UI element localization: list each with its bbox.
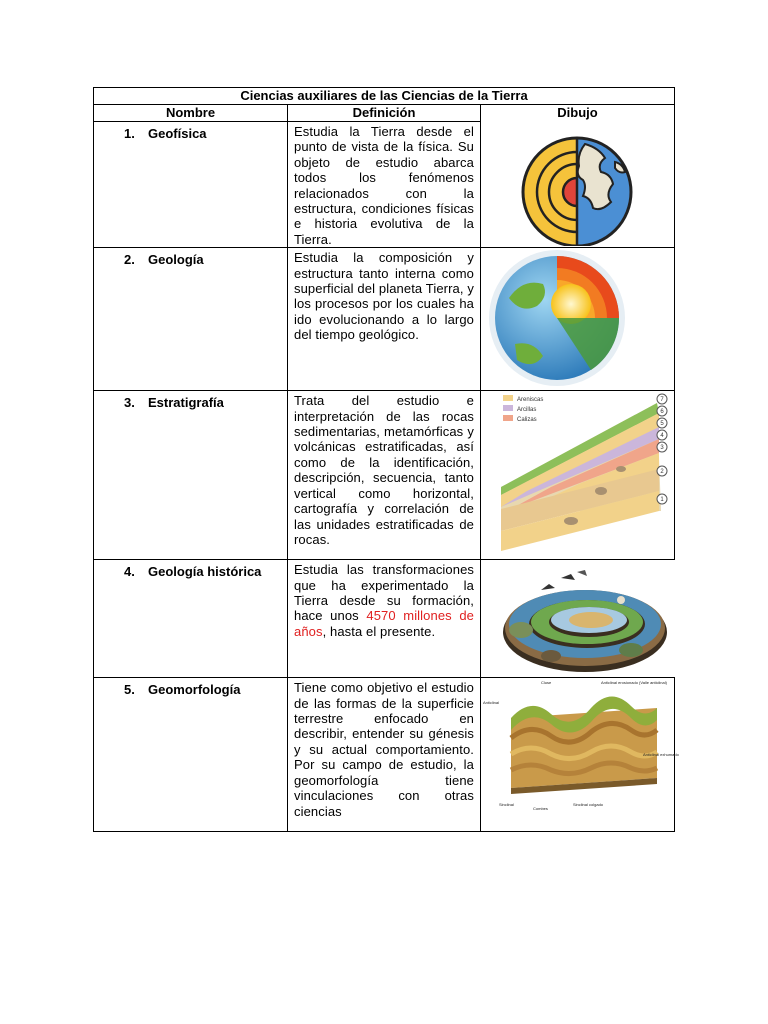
drawing-cell [481, 391, 675, 560]
landscape-label: Combes [533, 806, 548, 812]
definition-text: , hasta el presente. [322, 623, 436, 639]
row-name: Geología [148, 252, 204, 268]
drawing-cell [481, 678, 679, 832]
science-table [93, 87, 679, 832]
table-row [94, 248, 675, 391]
table-title: Ciencias auxiliares de las Ciencias de la Tierra [94, 88, 675, 105]
legend-label: Areniscas [517, 397, 544, 404]
name-cell [94, 248, 288, 391]
row-number: 2. [124, 252, 135, 268]
table-row [94, 122, 675, 248]
highlight-text: 4570 millones de años [294, 608, 474, 639]
row-number: 5. [124, 682, 135, 698]
stratum-number: 2 [660, 469, 664, 476]
landscape-label: Cluse [541, 680, 552, 686]
definition-cell: Tiene como objetivo el estudio de las formas de la superficie terrestre enfocado en describir, entender su génesis y su actual comportamiento. Por su campo de estudio, la geomorfología tiene vinculaciones con otras ciencias [288, 678, 481, 832]
stratum-number: 4 [660, 433, 664, 440]
name-cell [94, 678, 288, 832]
legend-label: Calizas [517, 417, 537, 424]
landscape-label: Sinclinal [499, 802, 514, 808]
stratum-number: 6 [660, 409, 664, 416]
row-number: 3. [124, 395, 135, 411]
header-drawing: Dibujo [481, 105, 675, 122]
row-name: Geología histórica [148, 564, 262, 580]
drawing-cell [481, 560, 675, 678]
stratum-number: 5 [660, 421, 664, 428]
name-cell [94, 560, 288, 678]
stratum-number: 7 [660, 397, 664, 404]
geologic-time-spiral-icon [481, 560, 673, 677]
definition-cell: Estudia la composición y estructura tanto interna como superficial del planeta Tierra, y los procesos por los cuales ha ido evolucionando a lo largo del tiempo geológico. [288, 248, 481, 391]
landscape-label: Sinclinal colgado [573, 802, 604, 808]
definition-cell: Trata del estudio e interpretación de las rocas sedimentarias, metamórficas y volcánicas estratificadas, así como de la identificación, descripción, secuencia, tanto vertical como horizontal, cartografía y correlación de las unidades estratificadas de rocas. [288, 391, 481, 560]
rock-strata-diagram-icon [481, 391, 673, 559]
row-number: 1. [124, 126, 135, 141]
earth-cutaway-globe-icon [481, 248, 673, 390]
stratum-number: 1 [660, 497, 664, 504]
legend-label: Arcillas [517, 407, 537, 414]
header-definition: Definición [288, 105, 481, 122]
drawing-cell [481, 248, 675, 391]
definition-cell: Estudia la Tierra desde el punto de vista de la física. Su objeto de estudio abarca todos los fenómenos relacionados con la estructura, condiciones físicas e historia evolutiva de la Tierra. [288, 122, 481, 248]
row-name: Geomorfología [148, 682, 241, 698]
row-name: Estratigrafía [148, 395, 224, 411]
table-row [94, 678, 675, 832]
row-number: 4. [124, 564, 135, 580]
landscape-label: Anticlinal [483, 700, 500, 706]
row-name: Geofísica [148, 126, 207, 141]
header-name: Nombre [94, 105, 288, 122]
name-cell [94, 122, 288, 248]
definition-cell [288, 560, 481, 678]
folded-landscape-block-icon [481, 678, 679, 831]
landscape-label: Anticlinal erosionado (Valle anticlinal) [601, 680, 667, 686]
landscape-label: Anticlinal exhumado [643, 752, 679, 758]
stratum-number: 3 [660, 445, 664, 452]
table-row [94, 560, 675, 678]
earth-half-layers-icon [481, 122, 673, 246]
table-row [94, 391, 675, 560]
name-cell [94, 391, 288, 560]
drawing-cell [481, 122, 675, 248]
definition-text: Estudia las transformaciones que ha experimentado la Tierra desde su formación, hace unos [294, 562, 474, 624]
